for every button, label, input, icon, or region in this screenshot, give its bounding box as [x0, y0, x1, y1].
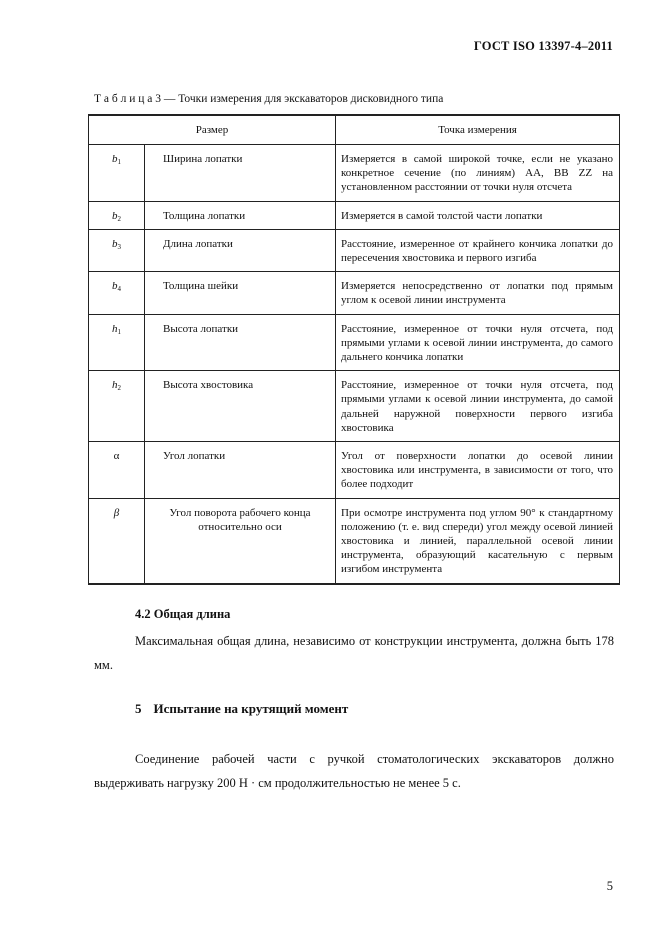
symbol-letter: b [112, 237, 118, 250]
column-header-size: Размер [89, 115, 336, 145]
row-measure-point: Измеряется в самой толстой части лопатки [336, 201, 620, 229]
symbol-letter: b [112, 153, 118, 165]
row-symbol [89, 498, 145, 584]
row-symbol [89, 201, 145, 229]
table-row [89, 201, 620, 229]
row-measure-point: Измеряется в самой широкой точке, если не указано конкретное сечение (по линиям) АА, ВВ ZZ на установленном расстоянии от точки нуля отсчета [336, 145, 620, 202]
row-name: Толщина лопатки [145, 201, 336, 229]
section-5-text: Соединение рабочей части с ручкой стоматологических экскаваторов должно выдерживать нагрузку 200 Н · см продолжительностью не менее 5 с. [94, 752, 614, 790]
table-row [89, 272, 620, 314]
symbol-letter: α [113, 450, 120, 463]
page-number: 5 [606, 879, 613, 893]
symbol-letter: h [112, 322, 118, 335]
row-name: Угол поворота рабочего конца относительно оси [145, 498, 336, 584]
row-measure-point: Измеряется непосредственно от лопатки под прямым углом к осевой линии инструмента [336, 272, 620, 314]
row-name: Высота лопатки [145, 314, 336, 371]
table-row [89, 314, 620, 371]
table-row [89, 442, 620, 499]
row-measure-point: Расстояние, измеренное от точки нуля отсчета, под прямыми углами к осевой линии инструмента, до самого дальнего кончика лопатки [336, 314, 620, 371]
symbol-letter: h [112, 379, 118, 392]
section-5-heading [135, 701, 348, 717]
table-row [89, 229, 620, 271]
row-measure-point: Угол от поверхности лопатки до осевой линии хвостовика или инструмента, в зависимости от того, что более подходит [336, 442, 620, 499]
row-symbol [89, 229, 145, 271]
symbol-letter: b [112, 280, 118, 293]
row-name: Угол лопатки [145, 442, 336, 499]
section-5-title: Испытание на крутящий момент [153, 701, 349, 716]
section-4-2-heading: 4.2 Общая длина [135, 607, 231, 621]
row-symbol [89, 314, 145, 371]
row-name: Толщина шейки [145, 272, 336, 314]
row-name: Высота хвостовика [145, 371, 336, 442]
measurement-table [88, 114, 620, 585]
symbol-index: 2 [117, 214, 121, 223]
table-caption: Т а б л и ц а 3 — Точки измерения для экскаваторов дисковидного типа [94, 93, 444, 105]
table-row [89, 498, 620, 584]
symbol-index: 4 [117, 285, 121, 294]
table-header-row [89, 115, 620, 145]
symbol-index: 1 [117, 327, 121, 336]
row-measure-point: При осмотре инструмента под углом 90° к стандартному положению (т. е. вид спереди) угол между осевой линией хвостовика и линией, параллельной осевой линии инструмента, образующий касательную с первым изгибом инструмента [336, 498, 620, 584]
table-row [89, 371, 620, 442]
row-name: Длина лопатки [145, 229, 336, 271]
section-5-number: 5 [135, 701, 142, 716]
table-row [89, 145, 620, 202]
row-symbol [89, 442, 145, 499]
symbol-index: 1 [117, 158, 121, 166]
symbol-letter: β [113, 506, 120, 519]
row-symbol [89, 371, 145, 442]
document-header: ГОСТ ISO 13397-4–2011 [473, 39, 613, 53]
column-header-point: Точка измерения [336, 115, 620, 145]
symbol-index: 3 [117, 242, 121, 251]
symbol-index: 2 [117, 384, 121, 393]
symbol-letter: b [112, 209, 118, 222]
row-name: Ширина лопатки [145, 145, 336, 202]
row-measure-point: Расстояние, измеренное от точки нуля отсчета, под прямыми углами к осевой линии инструмента, до самой дальней наружной поверхности первого изгиба хвостовика [336, 371, 620, 442]
row-symbol [89, 145, 145, 202]
row-measure-point: Расстояние, измеренное от крайнего кончика лопатки до пересечения хвостовика и первого изгиба [336, 229, 620, 271]
row-symbol [89, 272, 145, 314]
section-4-2-text: Максимальная общая длина, независимо от конструкции инструмента, должна быть 178 мм. [94, 634, 614, 672]
